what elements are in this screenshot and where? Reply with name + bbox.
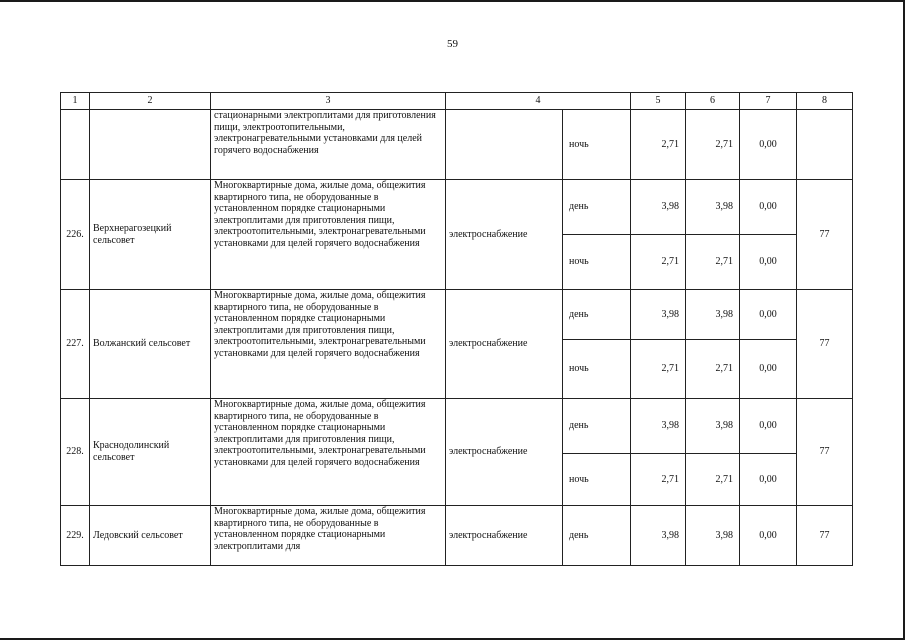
cell-num: 228. bbox=[61, 399, 90, 506]
cell-description: Многоквартирные дома, жилые дома, общежития квартирного типа, не оборудованные в установленном порядке стационарными электроплитами для приготовления пищи, электроотопительными, электронагревательными установками для целей горячего водоснабжения bbox=[211, 399, 446, 506]
cell-value-6: 2,71 bbox=[686, 235, 740, 290]
tariff-table bbox=[60, 92, 853, 566]
cell-value-5: 3,98 bbox=[631, 290, 686, 340]
header-cell-6: 6 bbox=[686, 93, 740, 110]
cell-service: электроснабжение bbox=[446, 290, 563, 399]
cell-value-7: 0,00 bbox=[740, 290, 797, 340]
header-cell-5: 5 bbox=[631, 93, 686, 110]
cell-value-5: 2,71 bbox=[631, 110, 686, 180]
cell-name: Верхнерагозецкий сельсовет bbox=[90, 180, 211, 290]
cell-service: электроснабжение bbox=[446, 506, 563, 566]
table-header-row bbox=[61, 93, 853, 110]
table-row bbox=[61, 506, 853, 566]
cell-value-8: 77 bbox=[797, 180, 853, 290]
cell-value-6: 3,98 bbox=[686, 506, 740, 566]
cell-value-6: 2,71 bbox=[686, 454, 740, 506]
cell-period-day: день bbox=[563, 290, 631, 340]
cell-period-night: ночь bbox=[563, 340, 631, 399]
table-row-continuation bbox=[61, 110, 853, 180]
cell-value-5: 2,71 bbox=[631, 235, 686, 290]
cell-description: Многоквартирные дома, жилые дома, общежития квартирного типа, не оборудованные в установленном порядке стационарными электроплитами для приготовления пищи, электроотопительными, электронагревательными установками для целей горячего водоснабжения bbox=[211, 180, 446, 290]
cell-value-6: 3,98 bbox=[686, 399, 740, 454]
cell-value-7: 0,00 bbox=[740, 454, 797, 506]
cell-value-8 bbox=[797, 110, 853, 180]
cell-value-7: 0,00 bbox=[740, 235, 797, 290]
cell-value-8: 77 bbox=[797, 290, 853, 399]
cell-num bbox=[61, 110, 90, 180]
cell-period-day: день bbox=[563, 180, 631, 235]
cell-name: Ледовский сельсовет bbox=[90, 506, 211, 566]
cell-service: электроснабжение bbox=[446, 180, 563, 290]
header-cell-3: 3 bbox=[211, 93, 446, 110]
cell-service bbox=[446, 110, 563, 180]
cell-period: ночь bbox=[563, 110, 631, 180]
cell-description: Многоквартирные дома, жилые дома, общежития квартирного типа, не оборудованные в установленном порядке стационарными электроплитами для bbox=[211, 506, 446, 566]
cell-name bbox=[90, 110, 211, 180]
page-number: 59 bbox=[447, 38, 458, 50]
cell-period-night: ночь bbox=[563, 454, 631, 506]
table-row bbox=[61, 399, 853, 454]
cell-period-day: день bbox=[563, 399, 631, 454]
cell-value-5: 3,98 bbox=[631, 399, 686, 454]
cell-value-5: 3,98 bbox=[631, 506, 686, 566]
cell-value-7: 0,00 bbox=[740, 506, 797, 566]
cell-value-5: 2,71 bbox=[631, 454, 686, 506]
cell-description: стационарными электроплитами для приготовления пищи, электроотопительными, электронагревательными установками для целей горячего водоснабжения bbox=[211, 110, 446, 180]
cell-value-5: 3,98 bbox=[631, 180, 686, 235]
cell-value-7: 0,00 bbox=[740, 399, 797, 454]
cell-period-night: ночь bbox=[563, 235, 631, 290]
page-border-top bbox=[0, 0, 905, 2]
table-row bbox=[61, 290, 853, 340]
header-cell-8: 8 bbox=[797, 93, 853, 110]
table-row bbox=[61, 180, 853, 235]
cell-value-6: 2,71 bbox=[686, 340, 740, 399]
cell-value-8: 77 bbox=[797, 506, 853, 566]
cell-description: Многоквартирные дома, жилые дома, общежития квартирного типа, не оборудованные в установленном порядке стационарными электроплитами для приготовления пищи, электроотопительными, электронагревательными установками для целей горячего водоснабжения bbox=[211, 290, 446, 399]
cell-period-day: день bbox=[563, 506, 631, 566]
cell-value-6: 2,71 bbox=[686, 110, 740, 180]
cell-value-6: 3,98 bbox=[686, 290, 740, 340]
cell-value-5: 2,71 bbox=[631, 340, 686, 399]
cell-name: Краснодолинский сельсовет bbox=[90, 399, 211, 506]
cell-num: 226. bbox=[61, 180, 90, 290]
cell-name: Волжанский сельсовет bbox=[90, 290, 211, 399]
cell-value-8: 77 bbox=[797, 399, 853, 506]
header-cell-7: 7 bbox=[740, 93, 797, 110]
cell-num: 227. bbox=[61, 290, 90, 399]
cell-service: электроснабжение bbox=[446, 399, 563, 506]
cell-value-6: 3,98 bbox=[686, 180, 740, 235]
cell-value-7: 0,00 bbox=[740, 110, 797, 180]
header-cell-4: 4 bbox=[446, 93, 631, 110]
cell-value-7: 0,00 bbox=[740, 180, 797, 235]
cell-num: 229. bbox=[61, 506, 90, 566]
header-cell-2: 2 bbox=[90, 93, 211, 110]
cell-value-7: 0,00 bbox=[740, 340, 797, 399]
header-cell-1: 1 bbox=[61, 93, 90, 110]
